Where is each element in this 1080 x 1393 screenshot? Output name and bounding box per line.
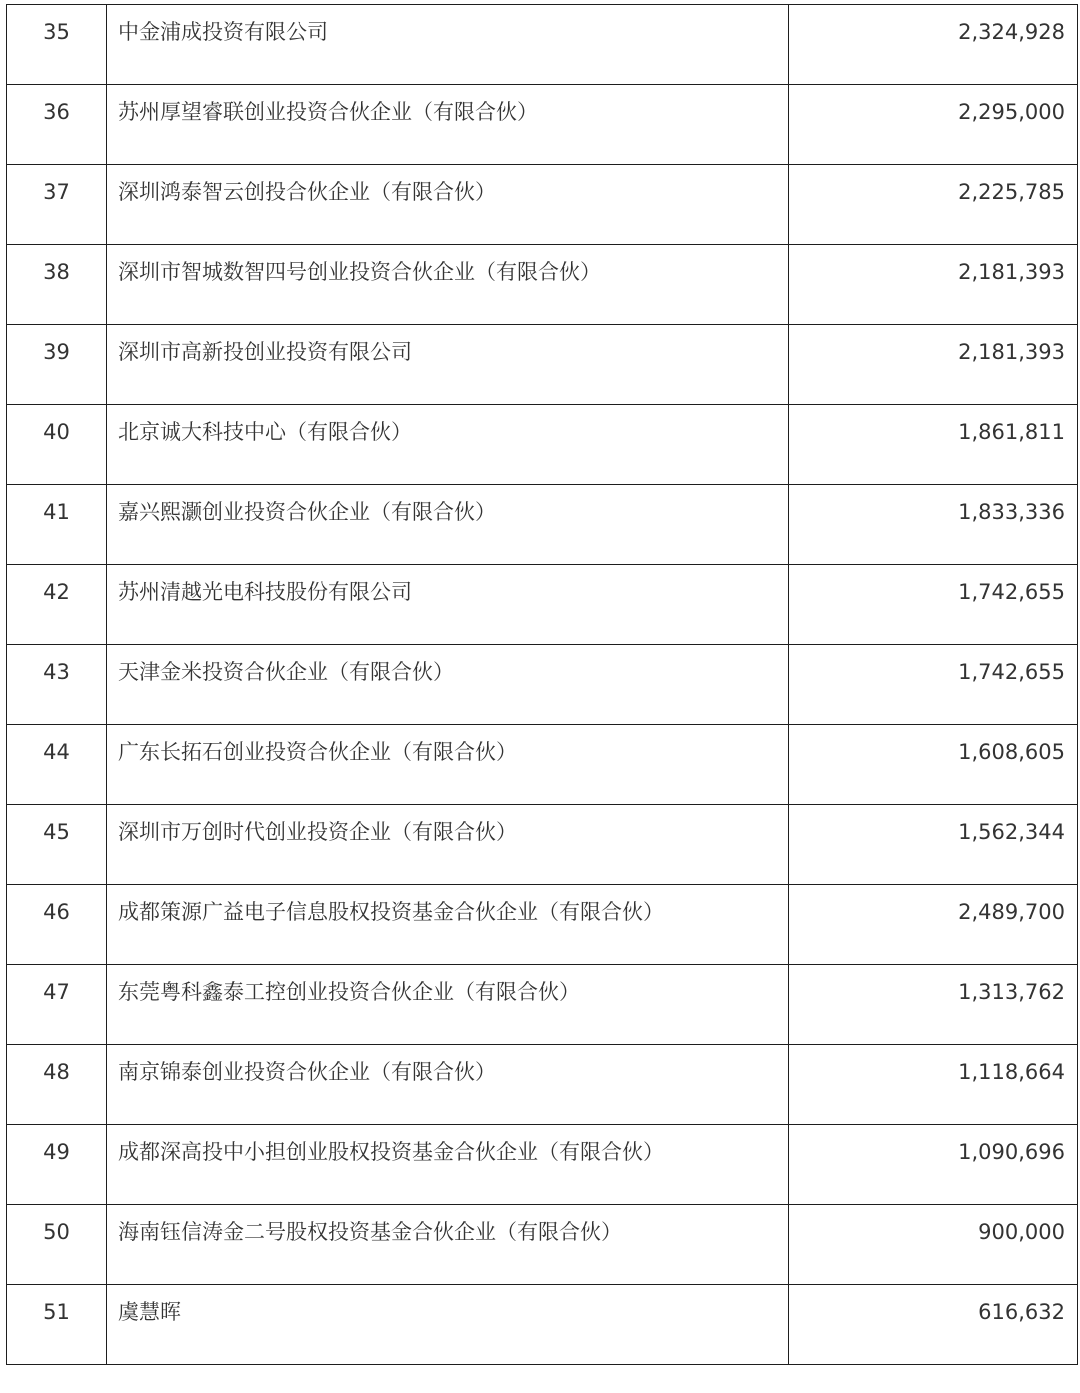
row-share-amount: 1,608,605 — [789, 725, 1078, 805]
table-row — [7, 645, 1078, 725]
row-shareholder-name: 深圳鸿泰智云创投合伙企业（有限合伙） — [107, 165, 789, 245]
row-rank: 51 — [7, 1285, 107, 1365]
row-rank: 47 — [7, 965, 107, 1045]
table-row — [7, 1045, 1078, 1125]
row-shareholder-name: 深圳市智城数智四号创业投资合伙企业（有限合伙） — [107, 245, 789, 325]
shareholder-table — [6, 4, 1078, 1365]
shareholder-table-container — [6, 4, 1077, 1365]
row-share-amount: 1,742,655 — [789, 565, 1078, 645]
row-rank: 37 — [7, 165, 107, 245]
row-share-amount: 900,000 — [789, 1205, 1078, 1285]
table-row — [7, 165, 1078, 245]
row-share-amount: 1,833,336 — [789, 485, 1078, 565]
row-shareholder-name: 中金浦成投资有限公司 — [107, 5, 789, 85]
table-body — [7, 5, 1078, 1365]
row-shareholder-name: 成都深高投中小担创业股权投资基金合伙企业（有限合伙） — [107, 1125, 789, 1205]
row-shareholder-name: 苏州清越光电科技股份有限公司 — [107, 565, 789, 645]
row-rank: 41 — [7, 485, 107, 565]
row-rank: 43 — [7, 645, 107, 725]
row-share-amount: 2,181,393 — [789, 325, 1078, 405]
row-rank: 36 — [7, 85, 107, 165]
row-share-amount: 1,118,664 — [789, 1045, 1078, 1125]
row-shareholder-name: 深圳市万创时代创业投资企业（有限合伙） — [107, 805, 789, 885]
row-shareholder-name: 虞慧晖 — [107, 1285, 789, 1365]
row-share-amount: 2,324,928 — [789, 5, 1078, 85]
table-row — [7, 85, 1078, 165]
row-share-amount: 2,295,000 — [789, 85, 1078, 165]
row-rank: 38 — [7, 245, 107, 325]
table-row — [7, 565, 1078, 645]
row-shareholder-name: 嘉兴熙灏创业投资合伙企业（有限合伙） — [107, 485, 789, 565]
table-row — [7, 405, 1078, 485]
row-share-amount: 2,225,785 — [789, 165, 1078, 245]
row-share-amount: 1,861,811 — [789, 405, 1078, 485]
table-row — [7, 1125, 1078, 1205]
table-row — [7, 325, 1078, 405]
row-rank: 35 — [7, 5, 107, 85]
row-rank: 45 — [7, 805, 107, 885]
table-row — [7, 245, 1078, 325]
table-row — [7, 485, 1078, 565]
table-row — [7, 5, 1078, 85]
row-share-amount: 2,181,393 — [789, 245, 1078, 325]
row-shareholder-name: 海南钰信涛金二号股权投资基金合伙企业（有限合伙） — [107, 1205, 789, 1285]
table-row — [7, 725, 1078, 805]
table-row — [7, 1205, 1078, 1285]
row-share-amount: 1,090,696 — [789, 1125, 1078, 1205]
row-share-amount: 1,742,655 — [789, 645, 1078, 725]
table-row — [7, 965, 1078, 1045]
row-rank: 49 — [7, 1125, 107, 1205]
row-rank: 44 — [7, 725, 107, 805]
row-share-amount: 616,632 — [789, 1285, 1078, 1365]
row-shareholder-name: 天津金米投资合伙企业（有限合伙） — [107, 645, 789, 725]
row-shareholder-name: 成都策源广益电子信息股权投资基金合伙企业（有限合伙） — [107, 885, 789, 965]
row-shareholder-name: 深圳市高新投创业投资有限公司 — [107, 325, 789, 405]
row-share-amount: 2,489,700 — [789, 885, 1078, 965]
row-rank: 50 — [7, 1205, 107, 1285]
row-shareholder-name: 北京诚大科技中心（有限合伙） — [107, 405, 789, 485]
row-share-amount: 1,313,762 — [789, 965, 1078, 1045]
row-shareholder-name: 广东长拓石创业投资合伙企业（有限合伙） — [107, 725, 789, 805]
row-rank: 40 — [7, 405, 107, 485]
table-row — [7, 885, 1078, 965]
row-shareholder-name: 苏州厚望睿联创业投资合伙企业（有限合伙） — [107, 85, 789, 165]
row-shareholder-name: 东莞粤科鑫泰工控创业投资合伙企业（有限合伙） — [107, 965, 789, 1045]
table-row — [7, 1285, 1078, 1365]
row-share-amount: 1,562,344 — [789, 805, 1078, 885]
row-rank: 46 — [7, 885, 107, 965]
row-rank: 48 — [7, 1045, 107, 1125]
table-row — [7, 805, 1078, 885]
row-shareholder-name: 南京锦泰创业投资合伙企业（有限合伙） — [107, 1045, 789, 1125]
row-rank: 42 — [7, 565, 107, 645]
row-rank: 39 — [7, 325, 107, 405]
